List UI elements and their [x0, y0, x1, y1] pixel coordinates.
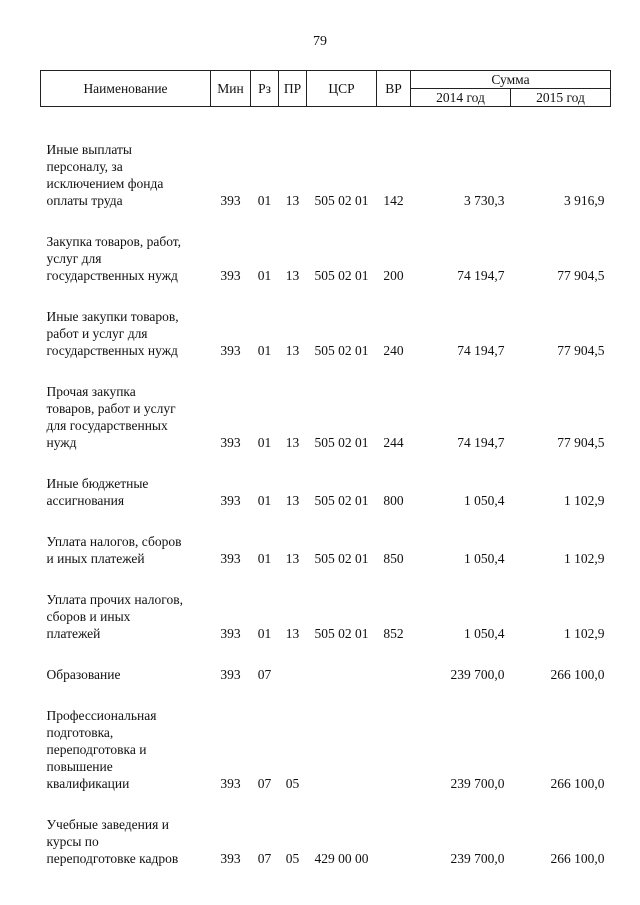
- cell-name: [41, 383, 211, 451]
- cell-csr: 505 02 01: [314, 435, 369, 450]
- cell-vr: 244: [383, 435, 404, 450]
- cell-name: [41, 816, 211, 867]
- row-spacer: [41, 683, 611, 707]
- header-2015: 2015 год: [511, 89, 611, 107]
- cell-2015: 77 904,5: [557, 268, 605, 283]
- cell-min: 393: [220, 551, 241, 566]
- cell-2015: 1 102,9: [564, 626, 605, 641]
- cell-vr: [377, 707, 411, 792]
- cell-rz: 07: [257, 667, 272, 682]
- cell-2014: 74 194,7: [457, 343, 505, 358]
- table-body: [41, 107, 611, 868]
- cell-min: 393: [220, 343, 241, 358]
- row-spacer: [41, 209, 611, 233]
- cell-vr: 142: [383, 193, 404, 208]
- cell-vr: 852: [383, 626, 404, 641]
- cell-csr: 505 02 01: [314, 268, 369, 283]
- cell-rz: 01: [257, 193, 272, 208]
- row-spacer-cell: [41, 451, 611, 475]
- cell-2014: 1 050,4: [464, 551, 505, 566]
- table-row: [41, 666, 611, 683]
- row-name-text: Закупка товаров, работ, услуг для государственных нужд: [46, 234, 182, 283]
- page-number: 79: [313, 34, 327, 49]
- row-spacer: [41, 567, 611, 591]
- row-spacer: [41, 284, 611, 308]
- cell-min: 393: [220, 626, 241, 641]
- row-spacer-cell: [41, 567, 611, 591]
- cell-vr: 200: [383, 268, 404, 283]
- cell-pr: 05: [285, 776, 300, 791]
- row-name-text: Прочая закупка товаров, работ и услуг для государственных нужд: [46, 384, 176, 450]
- cell-name: [41, 666, 211, 683]
- table-row: [41, 383, 611, 451]
- cell-name: [41, 591, 211, 642]
- row-name-text: Иные закупки товаров, работ и услуг для государственных нужд: [46, 309, 179, 358]
- cell-rz: 01: [257, 343, 272, 358]
- cell-csr: 505 02 01: [314, 193, 369, 208]
- table-row: [41, 591, 611, 642]
- table-row: [41, 707, 611, 792]
- cell-rz: 01: [257, 626, 272, 641]
- row-spacer: [41, 509, 611, 533]
- cell-pr: 13: [285, 343, 300, 358]
- header-sum: Сумма: [411, 71, 611, 89]
- cell-csr: 505 02 01: [314, 493, 369, 508]
- row-spacer-cell: [41, 642, 611, 666]
- row-name-text: Учебные заведения и курсы по переподготовке кадров: [46, 817, 179, 866]
- cell-2015: 1 102,9: [564, 493, 605, 508]
- cell-rz: 07: [257, 851, 272, 866]
- cell-csr: 505 02 01: [314, 551, 369, 566]
- cell-2014: 1 050,4: [464, 493, 505, 508]
- cell-vr: [377, 666, 411, 683]
- cell-2014: 3 730,3: [464, 193, 505, 208]
- row-name-text: Уплата прочих налогов, сборов и иных платежей: [46, 592, 183, 641]
- cell-pr: 05: [285, 851, 300, 866]
- cell-pr: 13: [285, 493, 300, 508]
- cell-2015: 77 904,5: [557, 435, 605, 450]
- cell-2015: 266 100,0: [550, 667, 605, 682]
- table-row: [41, 475, 611, 509]
- header-vr: ВР: [377, 71, 411, 107]
- header-csr: ЦСР: [307, 71, 377, 107]
- cell-min: 393: [220, 776, 241, 791]
- table-row: [41, 816, 611, 867]
- cell-csr: 429 00 00: [314, 851, 369, 866]
- cell-csr: 505 02 01: [314, 343, 369, 358]
- header-name: Наименование: [41, 71, 211, 107]
- cell-2015: 1 102,9: [564, 551, 605, 566]
- cell-2014: 239 700,0: [450, 667, 505, 682]
- cell-rz: 01: [257, 493, 272, 508]
- cell-2014: 239 700,0: [450, 851, 505, 866]
- row-name-text: Профессиональная подготовка, переподготовка и повышение квалификации: [46, 708, 157, 791]
- row-spacer: [41, 792, 611, 816]
- cell-2014: 1 050,4: [464, 626, 505, 641]
- cell-min: 393: [220, 268, 241, 283]
- cell-rz: 07: [257, 776, 272, 791]
- cell-vr: 850: [383, 551, 404, 566]
- cell-name: [41, 475, 211, 509]
- cell-pr: 13: [285, 193, 300, 208]
- cell-2015: 266 100,0: [550, 851, 605, 866]
- row-spacer-cell: [41, 792, 611, 816]
- cell-pr: [279, 666, 307, 683]
- cell-min: 393: [220, 435, 241, 450]
- cell-pr: 13: [285, 435, 300, 450]
- cell-name: [41, 141, 211, 209]
- cell-min: 393: [220, 667, 241, 682]
- cell-2014: 74 194,7: [457, 435, 505, 450]
- header-2014: 2014 год: [411, 89, 511, 107]
- row-name-text: Иные выплаты персоналу, за исключением фонда оплаты труда: [46, 142, 164, 208]
- cell-2015: 3 916,9: [564, 193, 605, 208]
- cell-2015: 266 100,0: [550, 776, 605, 791]
- cell-csr: [307, 707, 377, 792]
- cell-name: [41, 308, 211, 359]
- cell-csr: [307, 666, 377, 683]
- cell-pr: 13: [285, 626, 300, 641]
- row-spacer-cell: [41, 509, 611, 533]
- cell-vr: 240: [383, 343, 404, 358]
- row-spacer: [41, 642, 611, 666]
- cell-rz: 01: [257, 551, 272, 566]
- table-row: [41, 233, 611, 284]
- row-spacer-cell: [41, 359, 611, 383]
- cell-2014: 239 700,0: [450, 776, 505, 791]
- table-row: [41, 533, 611, 567]
- cell-min: 393: [220, 493, 241, 508]
- cell-min: 393: [220, 851, 241, 866]
- cell-name: [41, 533, 211, 567]
- budget-table: [40, 70, 611, 867]
- cell-rz: 01: [257, 435, 272, 450]
- header-pr: ПР: [279, 71, 307, 107]
- cell-2015: 77 904,5: [557, 343, 605, 358]
- row-spacer: [41, 359, 611, 383]
- table-row: [41, 141, 611, 209]
- cell-name: [41, 707, 211, 792]
- cell-pr: 13: [285, 268, 300, 283]
- row-spacer-cell: [41, 284, 611, 308]
- cell-vr: 800: [383, 493, 404, 508]
- cell-2014: 74 194,7: [457, 268, 505, 283]
- row-spacer-cell: [41, 683, 611, 707]
- row-name-text: Иные бюджетные ассигнования: [46, 476, 149, 508]
- header-rz: Рз: [251, 71, 279, 107]
- cell-rz: 01: [257, 268, 272, 283]
- row-name-text: Образование: [46, 667, 121, 682]
- header-min: Мин: [211, 71, 251, 107]
- cell-csr: 505 02 01: [314, 626, 369, 641]
- table-row: [41, 308, 611, 359]
- cell-pr: 13: [285, 551, 300, 566]
- cell-name: [41, 233, 211, 284]
- row-spacer-cell: [41, 209, 611, 233]
- table-header: [41, 71, 611, 107]
- row-spacer-cell: [41, 107, 611, 142]
- cell-min: 393: [220, 193, 241, 208]
- row-name-text: Уплата налогов, сборов и иных платежей: [46, 534, 182, 566]
- cell-vr: [377, 816, 411, 867]
- row-spacer: [41, 107, 611, 142]
- row-spacer: [41, 451, 611, 475]
